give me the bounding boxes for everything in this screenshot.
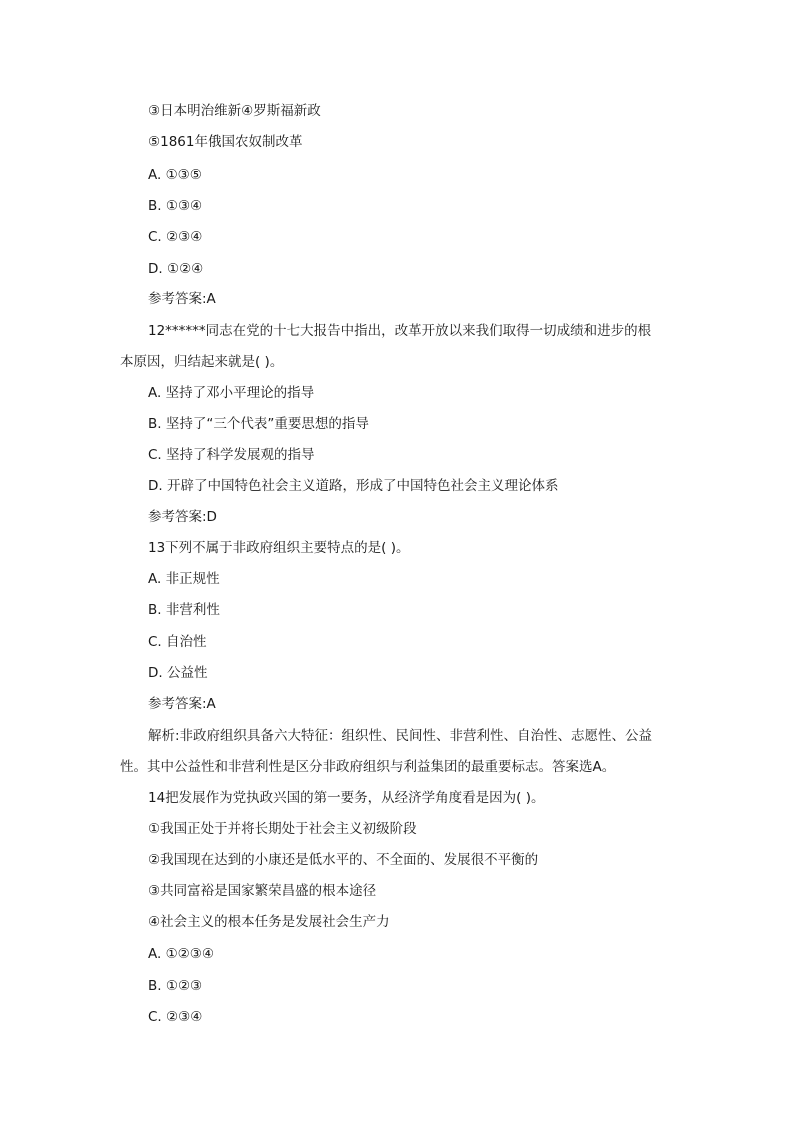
option-line: B. 非营利性 [148, 602, 220, 618]
option-line: A. ①③⑤ [148, 167, 202, 183]
explanation-line-continued: 性。其中公益性和非营利性是区分非政府组织与利益集团的最重要标志。答案选A。 [120, 759, 616, 775]
answer-line: 参考答案:A [148, 696, 216, 712]
option-line: C. ②③④ [148, 229, 203, 245]
statement-line: ②我国现在达到的小康还是低水平的、不全面的、发展很不平衡的 [148, 852, 539, 868]
option-line: C. 坚持了科学发展观的指导 [148, 447, 315, 463]
option-line: C. ②③④ [148, 1009, 203, 1025]
option-line: D. 开辟了中国特色社会主义道路，形成了中国特色社会主义理论体系 [148, 478, 559, 494]
question-line: 14把发展作为党执政兴国的第一要务，从经济学角度看是因为( )。 [148, 790, 545, 806]
answer-line: 参考答案:A [148, 291, 216, 307]
text-line: ③日本明治维新④罗斯福新政 [148, 103, 321, 119]
option-line: A. 坚持了邓小平理论的指导 [148, 385, 315, 401]
statement-line: ①我国正处于并将长期处于社会主义初级阶段 [148, 821, 417, 837]
question-line: 13下列不属于非政府组织主要特点的是( )。 [148, 540, 410, 556]
answer-line: 参考答案:D [148, 509, 217, 525]
option-line: A. ①②③④ [148, 946, 214, 962]
option-line: B. ①③④ [148, 198, 203, 214]
statement-line: ④社会主义的根本任务是发展社会生产力 [148, 914, 390, 930]
option-line: D. ①②④ [148, 261, 204, 277]
statement-line: ③共同富裕是国家繁荣昌盛的根本途径 [148, 883, 377, 899]
option-line: B. 坚持了“三个代表”重要思想的指导 [148, 416, 369, 432]
option-line: D. 公益性 [148, 665, 208, 681]
explanation-line: 解析:非政府组织具备六大特征：组织性、民间性、非营利性、自治性、志愿性、公益 [148, 728, 653, 744]
question-line-continued: 本原因，归结起来就是( )。 [120, 354, 284, 370]
option-line: C. 自治性 [148, 634, 207, 650]
option-line: A. 非正规性 [148, 571, 220, 587]
option-line: B. ①②③ [148, 978, 203, 994]
question-line: 12******同志在党的十七大报告中指出，改革开放以来我们取得一切成绩和进步的根 [148, 323, 652, 339]
text-line: ⑤1861年俄国农奴制改革 [148, 134, 303, 150]
